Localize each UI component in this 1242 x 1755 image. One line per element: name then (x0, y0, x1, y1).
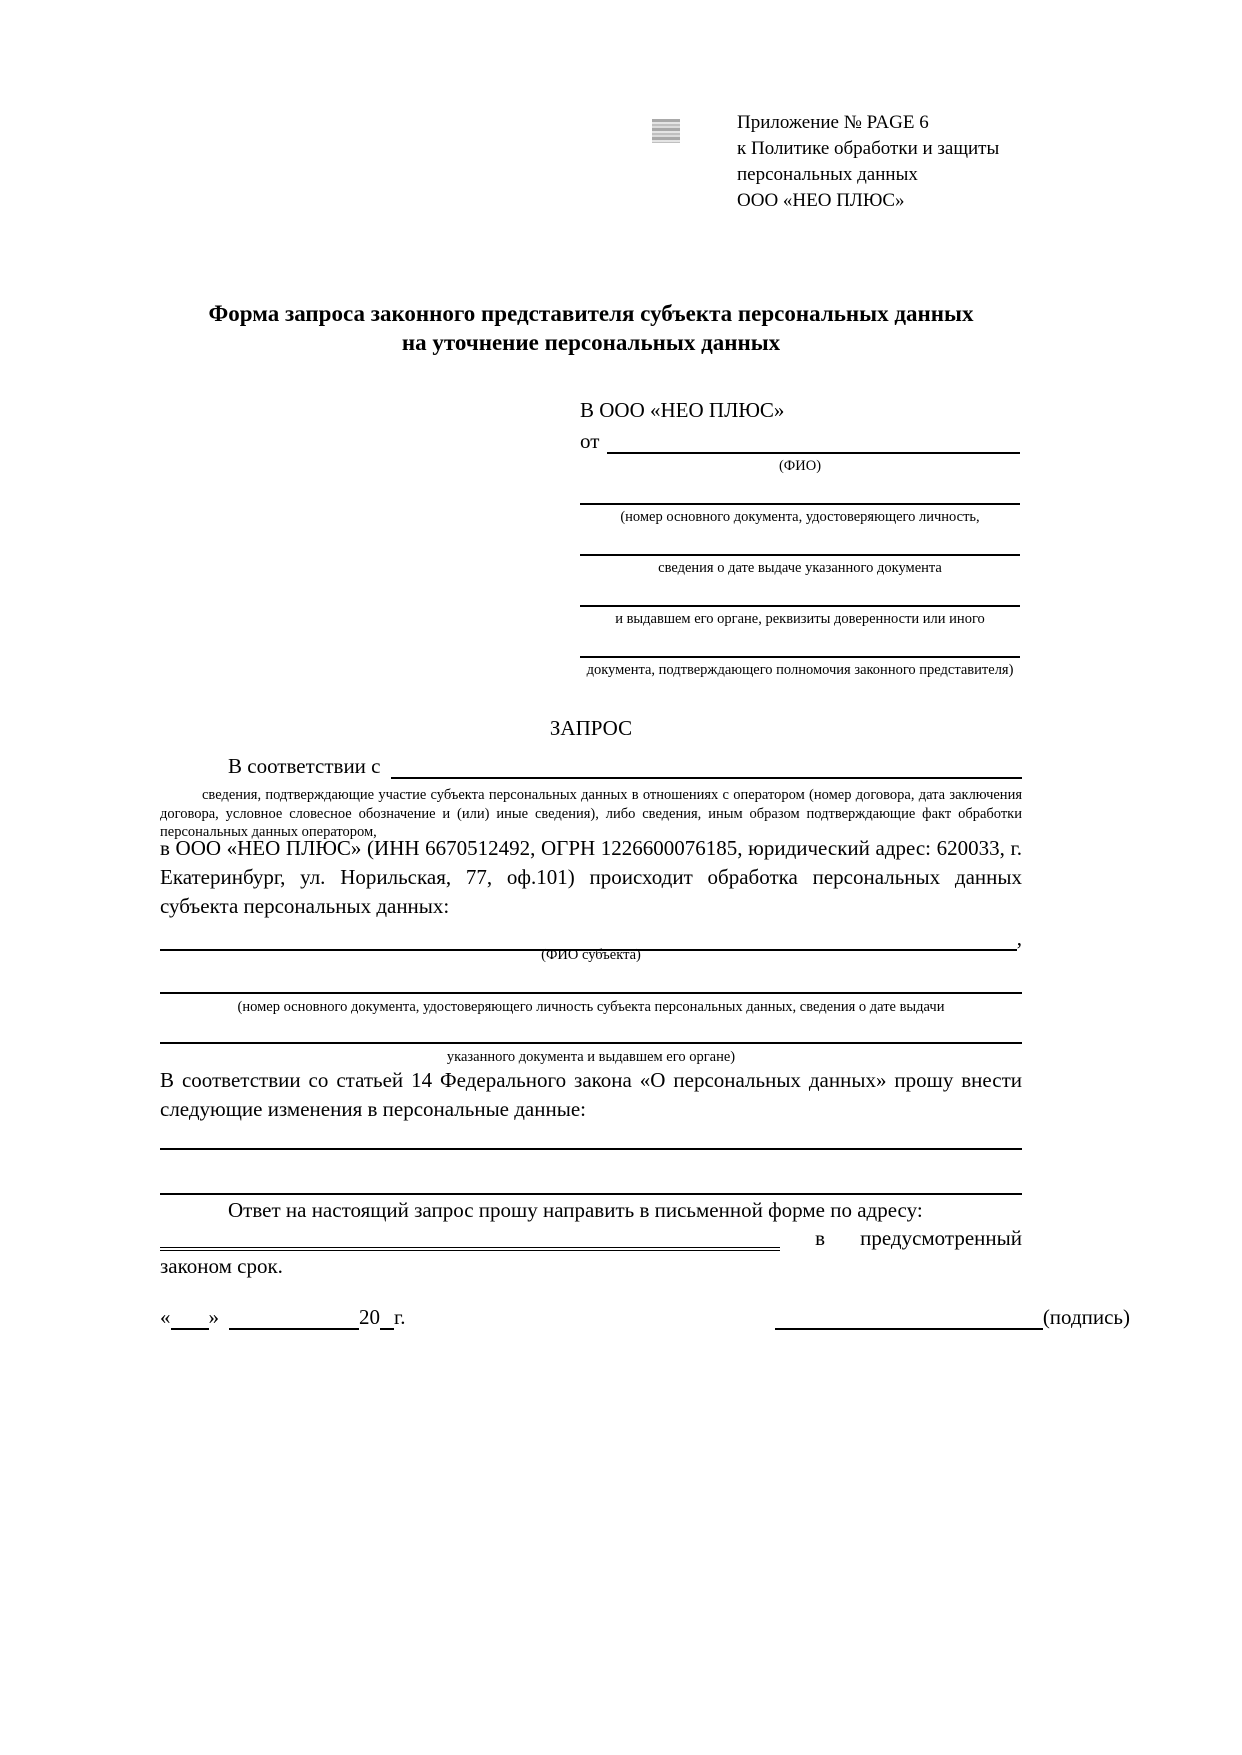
caption-authority-document: документа, подтверждающего полномочия законного представителя) (586, 662, 1014, 678)
answer-tail: законом срок. (160, 1254, 283, 1278)
answer-in-word: в (815, 1226, 826, 1250)
appendix-number-line: Приложение № PAGE 6 (737, 112, 929, 133)
changes-blank-1 (160, 1148, 1022, 1150)
form-title-line1: Форма запроса законного представителя субъекта персональных данных (208, 301, 974, 326)
year-suffix: г. (394, 1305, 406, 1329)
open-quote: « (160, 1305, 171, 1329)
from-row (580, 429, 1020, 454)
document-number-blank (580, 503, 1020, 505)
operator-paragraph: в ООО «НЕО ПЛЮС» (ИНН 6670512492, ОГРН 1226600076185, юридический адрес: 620033, г. Екатеринбург, ул. Норильская, 77, оф.101) происходит обработка персональных данных субъекта персональных данных: (160, 836, 1022, 918)
date-group (160, 1305, 406, 1330)
issue-date-blank (580, 554, 1020, 556)
caption-fio: (ФИО) (778, 458, 822, 474)
form-title (160, 299, 1022, 357)
issuing-authority-blank (580, 605, 1020, 607)
answer-address-blank (160, 1227, 780, 1251)
form-title-line2: на уточнение персональных данных (401, 330, 781, 355)
signature-blank (775, 1308, 1043, 1330)
answer-paragraph: Ответ на настоящий запрос прошу направить в письменной форме по адресу: (228, 1198, 923, 1222)
changes-blank-2 (160, 1193, 1022, 1195)
answer-address-row (160, 1226, 1022, 1251)
personal-data-line: персональных данных (737, 164, 918, 185)
recipient-block (580, 398, 1020, 680)
trailing-comma: , (1016, 926, 1022, 950)
caption-issue-date: сведения о дате выдаче указанного документа (658, 560, 942, 576)
article-14-paragraph: В соответствии со статьей 14 Федерального закона «О персональных данных» прошу внести следующие изменения в персональные данные: (160, 1068, 1022, 1121)
caption-issuing-authority: и выдавшем его органе, реквизиты доверенности или иного (615, 611, 985, 627)
month-blank (229, 1308, 359, 1330)
from-label: от (580, 429, 600, 453)
in-accordance-label: В соответствии с (228, 754, 381, 778)
company-name-line: ООО «НЕО ПЛЮС» (737, 190, 905, 211)
in-accordance-blank (391, 755, 1023, 779)
caption-subject-document: (номер основного документа, удостоверяющего личность субъекта персональных данных, сведения о дате выдачи (237, 999, 945, 1015)
close-quote: » (208, 1305, 219, 1329)
appendix-header (737, 110, 1037, 214)
recipient-company: В ООО «НЕО ПЛЮС» (580, 398, 785, 422)
year-prefix: 20 (359, 1305, 380, 1329)
subject-document-blank (160, 992, 1022, 994)
year-blank (380, 1308, 394, 1330)
from-name-blank (607, 430, 1020, 454)
date-signature-row (160, 1305, 1130, 1330)
field-anchor-icon (652, 119, 680, 143)
signature-group (775, 1305, 1130, 1330)
day-blank (171, 1308, 209, 1330)
authority-document-blank (580, 656, 1020, 658)
policy-reference-line: к Политике обработки и защиты (737, 138, 1000, 159)
fine-print-note: сведения, подтверждающие участие субъекта персональных данных в отношениях с оператором (номер договора, дата заключения договора, условное словесное обозначение и (или) иные сведения), либо сведения, иным образом подтверждающие факт обработки персональных данных оператором, (160, 787, 1022, 840)
answer-term-word: предусмотренный (860, 1226, 1022, 1250)
in-accordance-row (160, 754, 1022, 779)
caption-document-number: (номер основного документа, удостоверяющего личность, (620, 509, 980, 525)
caption-subject-fio: (ФИО субъекта) (541, 947, 641, 963)
caption-subject-document-authority: указанного документа и выдавшем его органе) (446, 1049, 736, 1065)
subject-document-authority-blank (160, 1042, 1022, 1044)
signature-caption: (подпись) (1042, 1305, 1130, 1329)
request-heading: ЗАПРОС (549, 716, 633, 740)
